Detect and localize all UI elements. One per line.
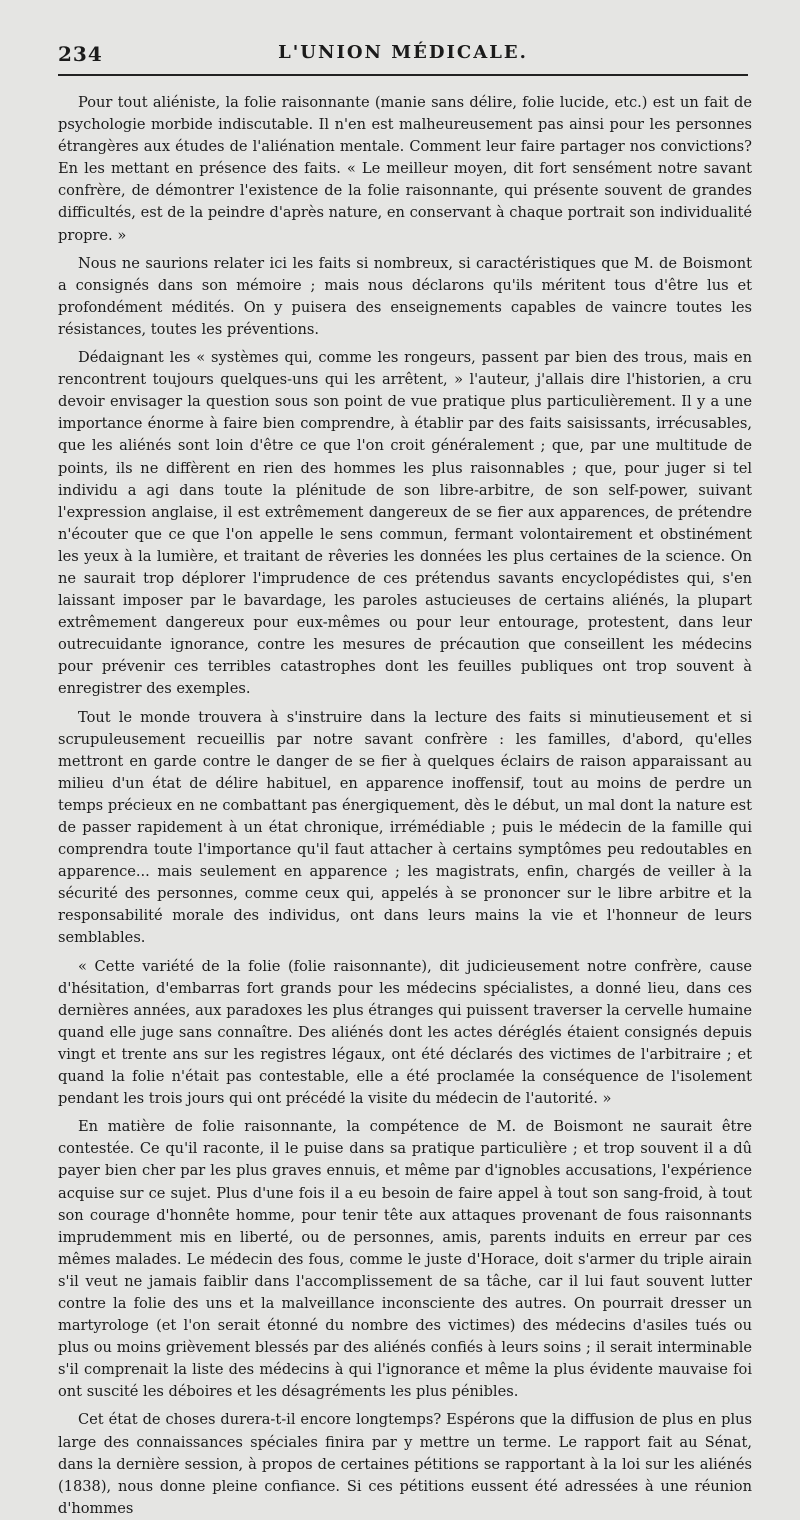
paragraph: En matière de folie raisonnante, la compétence de M. de Boismont ne saurait être contestée. Ce qu'il raconte, il le puise dans sa pratique particulière ; et trop souvent il a dû payer bien cher par les plus graves ennuis, et même par d'ignobles accusations, l'expérience acquise sur ce sujet. Plus d'une fois il a eu besoin de faire appel à tout son sang-froid, à tout son courage d'honnête homme, pour tenir tête aux attaques provenant de fous raisonnants imprudemment mis en liberté, ou de personnes, amis, parents induits en erreur par ces mêmes malades. Le médecin des fous, comme le juste d'Horace, doit s'armer du triple airain s'il veut ne jamais faiblir dans l'accomplissement de sa tâche, car il lui faut souvent lutter contre la folie des uns et la malveillance inconsciente des autres. On pourrait dresser un martyrologe (et l'on serait étonné du nombre des victimes) des médecins d'asiles tués ou plus ou moins grièvement blessés par des aliénés confiés à leurs soins ; il serait interminable s'il comprenait la liste des médecins à qui l'ignorance et même la plus évidente mauvaise foi ont suscité les déboires et les désagréments les plus pénibles. [58,1118,752,1401]
header-rule [58,74,748,76]
paragraph: Nous ne saurions relater ici les faits si nombreux, si caractéristiques que M. de Boismont a consignés dans son mémoire ; mais nous déclarons qu'ils méritent tous d'être lus et profondément médités. On y puisera des enseignements capables de vaincre toutes les résistances, toutes les préventions. [58,254,752,338]
running-title: L'UNION MÉDICALE. [278,42,528,63]
paragraph: « Cette variété de la folie (folie raisonnante), dit judicieusement notre confrère, cause d'hésitation, d'embarras fort grands pour les médecins spécialistes, a donné lieu, dans ces dernières années, aux paradoxes les plus étranges qui puissent traverser la cervelle humaine quand elle juge sans connaître. Des aliénés dont les actes déréglés étaient consignés depuis vingt et trente ans sur les registres légaux, ont été déclarés des victimes de l'arbitraire ; et quand la folie n'était pas contestable, elle a été proclamée la conséquence de l'isolement pendant les trois jours qui ont précédé la visite du médecin de l'autorité. » [58,957,752,1108]
paragraph: Pour tout aliéniste, la folie raisonnante (manie sans délire, folie lucide, etc.) est un fait de psychologie morbide indiscutable. Il n'en est malheureusement pas ainsi pour les personnes étrangères aux études de l'aliénation mentale. Comment leur faire partager nos convictions? En les mettant en présence des faits. « Le meilleur moyen, dit fort sensément notre savant confrère, de démontrer l'existence de la folie raisonnante, qui présente souvent de grandes difficultés, est de la peindre d'après nature, en conservant à chaque portrait son individualité propre. » [58,94,752,244]
paragraph: Dédaignant les « systèmes qui, comme les rongeurs, passent par bien des trous, mais en rencontrent toujours quelques-uns qui les arrêtent, » l'auteur, j'allais dire l'historien, a cru devoir envisager la question sous son point de vue pratique plus particulièrement. Il y a une importance énorme à faire bien comprendre, à établir par des faits saisissants, irrécusables, que les aliénés sont loin d'être ce que l'on croit généralement ; que, par une multitude de points, ils ne diffèrent en rien des hommes les plus raisonnables ; que, pour juger si tel individu a agi dans toute la plénitude de son libre-arbitre, de son self-power, suivant l'expression anglaise, il est extrêmement dangereux de se fier aux apparences, de prétendre n'écouter que ce que l'on appelle le sens commun, fermant volontairement et obstinément les yeux à la lumière, et traitant de rêveries les données les plus certaines de la science. On ne saurait trop déplorer l'imprudence de ces prétendus savants encyclopédistes qui, s'en laissant imposer par le bavardage, les paroles astucieuses de certains aliénés, la plupart extrêmement dangereux pour eux-mêmes ou pour leur entourage, protestent, dans leur outrecuidante ignorance, contre les mesures de précaution que conseillent les médecins pour prévenir ces terribles catastrophes dont les feuilles publiques ont trop souvent à enregistrer des exemples. [58,349,752,698]
paragraph: Cet état de choses durera-t-il encore longtemps? Espérons que la diffusion de plus en plus large des connaissances spéciales finira par y mettre un terme. Le rapport fait au Sénat, dans la dernière session, à propos de certaines pétitions se rapportant à la loi sur les aliénés (1838), nous donne pleine confiance. Si ces pétitions eussent été adressées à une réunion d'hommes [58,1411,752,1517]
article-body [58,92,752,1520]
page-header [58,0,748,70]
paragraph: Tout le monde trouvera à s'instruire dans la lecture des faits si minutieusement et si scrupuleusement recueillis par notre savant confrère : les familles, d'abord, qu'elles mettront en garde contre le danger de se fier à quelques éclairs de raison apparaissant au milieu d'un état de délire habituel, en apparence inoffensif, tout au moins de perdre un temps précieux en ne combattant pas énergiquement, dès le début, un mal dont la nature est de passer rapidement à un état chronique, irrémédiable ; puis le médecin de la famille qui comprendra toute l'importance qu'il faut attacher à certains symptômes peu redoutables en apparence... mais seulement en apparence ; les magistrats, enfin, chargés de veiller à la sécurité des personnes, comme ceux qui, appelés à se prononcer sur le libre arbitre et la responsabilité morale des individus, ont dans leurs mains la vie et l'honneur de leurs semblables. [58,708,752,947]
page-number: 234 [58,42,103,66]
